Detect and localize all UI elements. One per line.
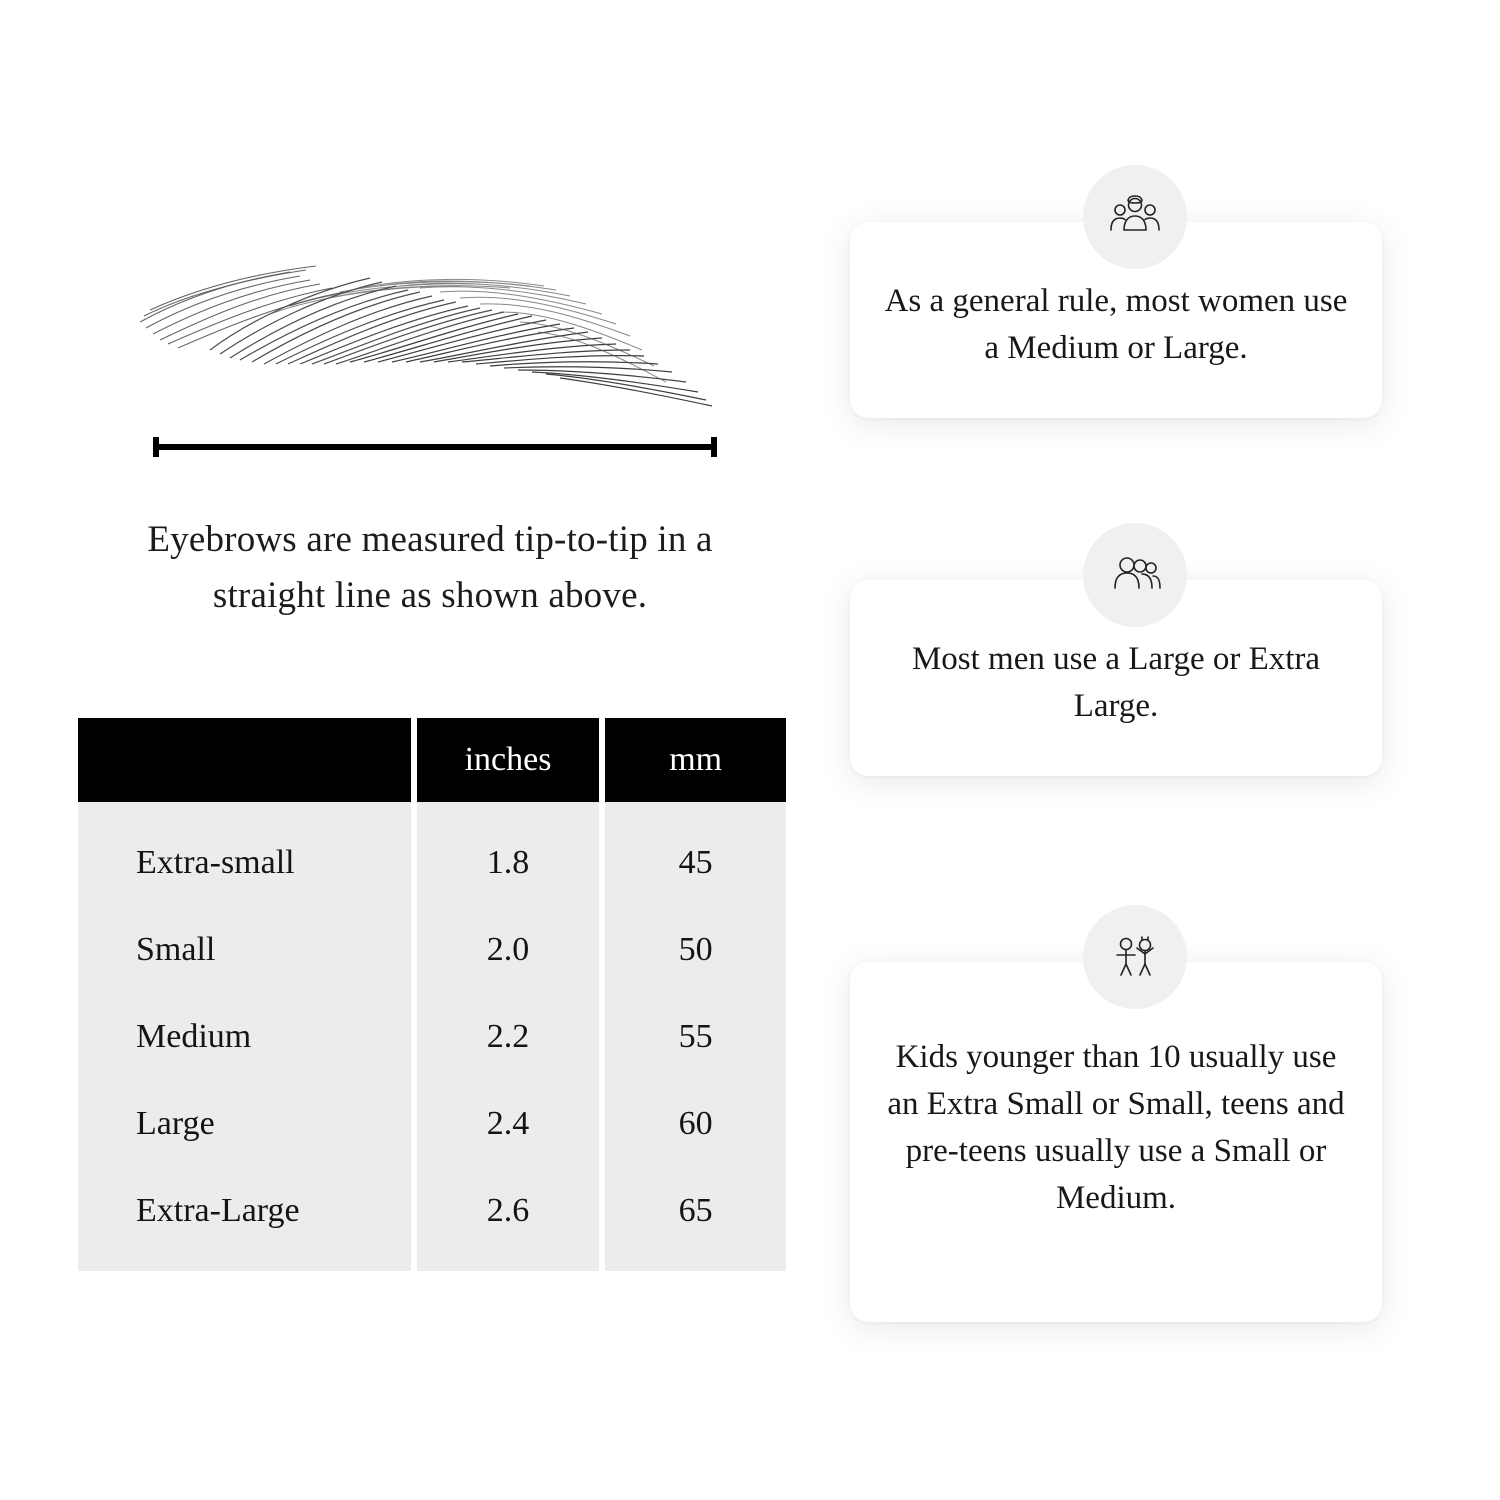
size-table	[72, 718, 792, 1271]
table-header-row	[78, 718, 786, 802]
cell-size-name: Extra-Large	[78, 1167, 411, 1271]
figure-caption: Eyebrows are measured tip-to-tip in a straight line as shown above.	[147, 519, 713, 616]
cell-mm: 50	[605, 906, 786, 993]
eyebrow-illustration	[120, 230, 740, 480]
note-text-men: Most men use a Large or Extra Large.	[911, 641, 1321, 724]
cell-size-name: Large	[78, 1080, 411, 1167]
column-header-name	[78, 718, 411, 802]
eyebrow-hairs-graphic	[120, 230, 740, 410]
women-group-icon	[1083, 165, 1187, 269]
table-row	[78, 1167, 786, 1271]
table-row	[78, 993, 786, 1080]
note-text-women: As a general rule, most women use a Medium or Large.	[884, 283, 1348, 366]
cell-inches: 1.8	[417, 802, 600, 906]
size-table-body	[78, 802, 786, 1271]
note-card-kids	[850, 962, 1382, 1322]
table-row	[78, 1080, 786, 1167]
cell-size-name: Medium	[78, 993, 411, 1080]
cell-inches: 2.0	[417, 906, 600, 993]
notes-column	[840, 0, 1500, 1500]
men-group-icon	[1083, 523, 1187, 627]
cell-inches: 2.4	[417, 1080, 600, 1167]
cell-mm: 55	[605, 993, 786, 1080]
cell-inches: 2.6	[417, 1167, 600, 1271]
size-table-head	[78, 718, 786, 802]
note-text-kids: Kids younger than 10 usually use an Extra Small or Small, teens and pre-teens usually use a Small or Medium.	[887, 1039, 1345, 1216]
cell-mm: 65	[605, 1167, 786, 1271]
cell-size-name: Extra-small	[78, 802, 411, 906]
cell-mm: 45	[605, 802, 786, 906]
cell-size-name: Small	[78, 906, 411, 993]
table-row	[78, 906, 786, 993]
kids-icon	[1083, 905, 1187, 1009]
tip-to-tip-measure-bar	[150, 435, 720, 459]
column-header-mm: mm	[605, 718, 786, 802]
table-row	[78, 802, 786, 906]
column-header-inches: inches	[417, 718, 600, 802]
cell-inches: 2.2	[417, 993, 600, 1080]
cell-mm: 60	[605, 1080, 786, 1167]
